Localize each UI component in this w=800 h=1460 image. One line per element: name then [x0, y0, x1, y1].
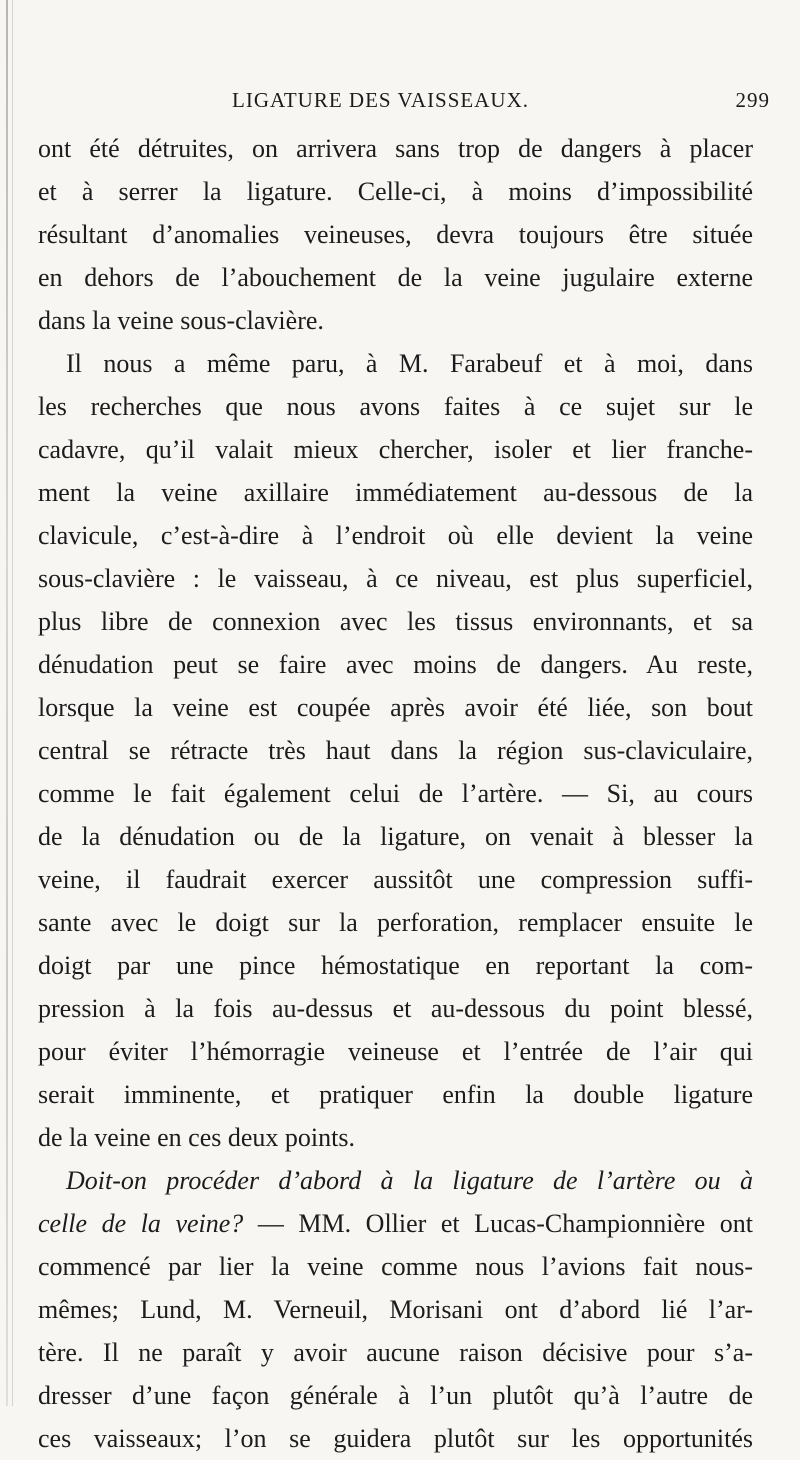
- text-line: pour éviter l’hémorragie veineuse et l’entrée de l’air qui: [38, 1037, 753, 1066]
- text-line: tère. Il ne paraît y avoir aucune raison décisive pour s’a-: [38, 1338, 753, 1367]
- running-title: LIGATURE DES VAISSEAUX.: [232, 88, 529, 112]
- text-line-rest: — MM. Ollier et Lucas-Championnière ont: [243, 1209, 753, 1238]
- text-line: plus libre de connexion avec les tissus environnants, et sa: [38, 607, 753, 636]
- text-line: de la dénudation ou de la ligature, on venait à blesser la: [38, 822, 753, 851]
- text-line: veine, il faudrait exercer aussitôt une compression suffi-: [38, 865, 753, 894]
- running-head: [232, 88, 770, 122]
- text-line: les recherches que nous avons faites à ce sujet sur le: [38, 392, 753, 421]
- text-line: sous-clavière : le vaisseau, à ce niveau, est plus superficiel,: [38, 564, 753, 593]
- text-line: mêmes; Lund, M. Verneuil, Morisani ont d’abord lié l’ar-: [38, 1295, 753, 1324]
- text-line: ont été détruites, on arrivera sans trop de dangers à placer: [38, 134, 753, 163]
- text-line: de la veine en ces deux points.: [38, 1123, 355, 1152]
- text-line: ment la veine axillaire immédiatement au-dessous de la: [38, 478, 753, 507]
- body-text: [38, 127, 753, 1460]
- text-line: central se rétracte très haut dans la région sus-claviculaire,: [38, 736, 753, 765]
- text-line: cadavre, qu’il valait mieux chercher, isoler et lier franche-: [38, 435, 753, 464]
- text-line: lorsque la veine est coupée après avoir été liée, son bout: [38, 693, 753, 722]
- text-line: sante avec le doigt sur la perforation, remplacer ensuite le: [38, 908, 753, 937]
- text-line: résultant d’anomalies veineuses, devra toujours être située: [38, 220, 753, 249]
- page-number: 299: [735, 88, 770, 112]
- text-line-mixed: [38, 1202, 753, 1245]
- text-line-italic-question: Doit-on procéder d’abord à la ligature de l’artère ou à: [66, 1166, 753, 1195]
- text-line: commencé par lier la veine comme nous l’avions fait nous-: [38, 1252, 753, 1281]
- text-line: doigt par une pince hémostatique en reportant la com-: [38, 951, 753, 980]
- text-line: dresser d’une façon générale à l’un plutôt qu’à l’autre de: [38, 1381, 753, 1410]
- text-line: en dehors de l’abouchement de la veine jugulaire externe: [38, 263, 753, 292]
- text-line: comme le fait également celui de l’artère. — Si, au cours: [38, 779, 753, 808]
- text-line: pression à la fois au-dessus et au-dessous du point blessé,: [38, 994, 753, 1023]
- text-line: dans la veine sous-clavière.: [38, 306, 324, 335]
- text-line: et à serrer la ligature. Celle-ci, à moins d’impossibilité: [38, 177, 753, 206]
- text-line: ces vaisseaux; l’on se guidera plutôt sur les opportunités: [38, 1424, 753, 1453]
- italic-question-end: celle de la veine?: [38, 1209, 244, 1238]
- text-line: dénudation peut se faire avec moins de dangers. Au reste,: [38, 650, 753, 679]
- text-line: Il nous a même paru, à M. Farabeuf et à moi, dans: [66, 349, 753, 378]
- text-line: clavicule, c’est-à-dire à l’endroit où elle devient la veine: [38, 521, 753, 550]
- text-line: serait imminente, et pratiquer enfin la double ligature: [38, 1080, 753, 1109]
